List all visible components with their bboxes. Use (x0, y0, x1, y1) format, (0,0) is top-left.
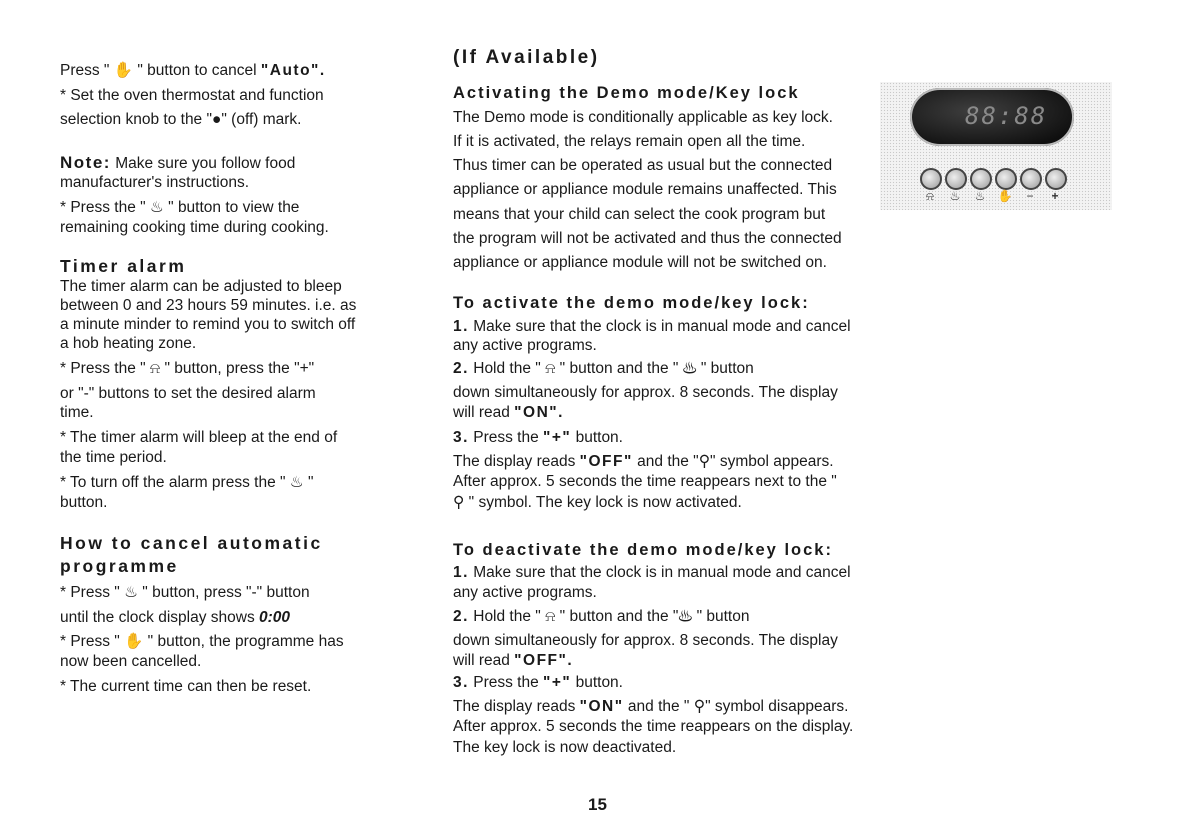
timer-text-2: between 0 and 23 hours 59 minutes. i.e. as (60, 297, 357, 314)
demo-heading: Activating the Demo mode/Key lock (453, 84, 800, 102)
timer-text-6: or "-" buttons to set the desired alarm (60, 385, 316, 402)
plus-label: "+" (543, 674, 572, 691)
cancel-text-4: now been cancelled. (60, 653, 202, 670)
off-label: "OFF". (514, 652, 574, 669)
step-text: will read (453, 652, 515, 669)
clock-display (910, 88, 1074, 146)
demo-text-3: Thus timer can be operated as usual but the connected (453, 157, 833, 174)
cook-time-label: ♨ (949, 189, 961, 203)
off-label: "OFF" (579, 453, 633, 470)
step-number: 3. (453, 429, 469, 446)
view-time-line: * Press the " ♨ " button to view the (60, 199, 300, 216)
step-text: button. (571, 674, 623, 691)
step-number: 1. (453, 318, 469, 335)
activate-step-2 (453, 359, 754, 378)
step-number: 3. (453, 674, 469, 691)
plus-label: + (1051, 189, 1059, 203)
step-text: and the "⚲" symbol appears. (632, 453, 834, 470)
activate-step-1 (453, 317, 851, 336)
demo-text-1: The Demo mode is conditionally applicable as key lock. (453, 109, 833, 126)
timer-text-10: * To turn off the alarm press the " ♨ " (60, 474, 314, 491)
timer-text-11: button. (60, 494, 108, 511)
demo-text-4: appliance or appliance module remains unaffected. This (453, 181, 837, 198)
cancel-text-5: * The current time can then be reset. (60, 678, 312, 695)
note-line (60, 153, 295, 173)
on-label: "ON". (514, 404, 564, 421)
timer-text-1: The timer alarm can be adjusted to bleep (60, 278, 342, 295)
minus-label: − (1026, 189, 1034, 203)
activate-step-3d: ⚲ " symbol. The key lock is now activated. (453, 494, 742, 511)
activate-heading: To activate the demo mode/key lock: (453, 294, 810, 312)
step-text: and the " ⚲" symbol disappears. (623, 698, 849, 715)
display-digits: 88:88 (965, 102, 1048, 130)
cancel-auto-text: Press " ✋ " button to cancel (60, 62, 261, 79)
deactivate-step-3d: The key lock is now deactivated. (453, 739, 677, 756)
cancel-text-3: * Press " ✋ " button, the programme has (60, 633, 344, 650)
step-text: Make sure that the clock is in manual mode and cancel (468, 318, 851, 335)
step-text: Hold the " ⍾ " button and the "♨ " button (468, 608, 750, 625)
selection-line: selection knob to the "●" (off) mark. (60, 111, 302, 128)
cancel-text-1: * Press " ♨ " button, press "-" button (60, 584, 310, 601)
deactivate-heading: To deactivate the demo mode/key lock: (453, 541, 833, 559)
step-text: The display reads (453, 453, 580, 470)
deactivate-step-2c (453, 651, 573, 670)
timer-text-5: * Press the " ⍾ " button, press the "+" (60, 360, 315, 377)
demo-text-6: the program will not be activated and thus the connected (453, 230, 842, 247)
activate-step-2c (453, 403, 564, 422)
timer-label: ⍾ (926, 189, 934, 203)
timer-text-8: * The timer alarm will bleep at the end of (60, 429, 338, 446)
demo-text-7: appliance or appliance module will not be switched on. (453, 254, 827, 271)
timer-text-3: a minute minder to remind you to switch off (60, 316, 356, 333)
cancel-auto-line (60, 61, 326, 80)
manual-button-icon (995, 168, 1017, 190)
clock-value: 0:00 (259, 609, 291, 626)
timer-text-7: time. (60, 404, 94, 421)
end-time-button-icon (970, 168, 992, 190)
timer-text-4: a hob heating zone. (60, 335, 197, 352)
cancel-text-2a: until the clock display shows (60, 609, 260, 626)
plus-label: "+" (543, 429, 572, 446)
step-text: will read (453, 404, 515, 421)
activate-step-2b: down simultaneously for approx. 8 seconds. The display (453, 384, 838, 401)
auto-label: "Auto". (260, 62, 326, 79)
step-text: button. (571, 429, 623, 446)
note-text: Make sure you follow food (110, 155, 296, 172)
activate-step-3 (453, 428, 623, 447)
note-label: Note: (60, 153, 111, 172)
activate-step-1b: any active programs. (453, 337, 597, 354)
deactivate-step-3b (453, 697, 848, 716)
step-number: 1. (453, 564, 469, 581)
activate-step-3c: After approx. 5 seconds the time reappears next to the " (453, 473, 837, 490)
step-text: Hold the " ⍾ " button and the " ♨ " button (468, 360, 754, 377)
timer-alarm-heading: Timer alarm (60, 256, 187, 276)
step-number: 2. (453, 608, 469, 625)
step-text: Make sure that the clock is in manual mode and cancel (468, 564, 851, 581)
cancel-heading-2: programme (60, 556, 179, 576)
cancel-text-2 (60, 608, 290, 627)
plus-button-icon (1045, 168, 1067, 190)
demo-text-5: means that your child can select the cook program but (453, 206, 826, 223)
step-text: Press the (468, 429, 544, 446)
cancel-heading-1: How to cancel automatic (60, 533, 323, 553)
timer-text-9: the time period. (60, 449, 167, 466)
manual-label: ✋ (997, 189, 1013, 203)
deactivate-step-1 (453, 563, 851, 582)
oven-control-panel-illustration (880, 82, 1112, 210)
if-available-heading: (If Available) (453, 47, 600, 68)
remaining-time-line: remaining cooking time during cooking. (60, 219, 329, 236)
timer-button-icon (920, 168, 942, 190)
cook-time-button-icon (945, 168, 967, 190)
minus-button-icon (1020, 168, 1042, 190)
on-label: "ON" (579, 698, 624, 715)
activate-step-3b (453, 452, 834, 471)
end-time-label: ♨ (974, 189, 986, 203)
step-text: The display reads (453, 698, 580, 715)
deactivate-step-2 (453, 607, 749, 626)
page-number: 15 (588, 795, 607, 814)
note-line-2: manufacturer's instructions. (60, 174, 250, 191)
deactivate-step-3c: After approx. 5 seconds the time reappears on the display. (453, 718, 854, 735)
demo-text-2: If it is activated, the relays remain open all the time. (453, 133, 806, 150)
deactivate-step-3 (453, 673, 623, 692)
deactivate-step-2b: down simultaneously for approx. 8 seconds. The display (453, 632, 838, 649)
thermostat-line: * Set the oven thermostat and function (60, 87, 324, 104)
step-number: 2. (453, 360, 469, 377)
deactivate-step-1b: any active programs. (453, 584, 597, 601)
step-text: Press the (468, 674, 544, 691)
